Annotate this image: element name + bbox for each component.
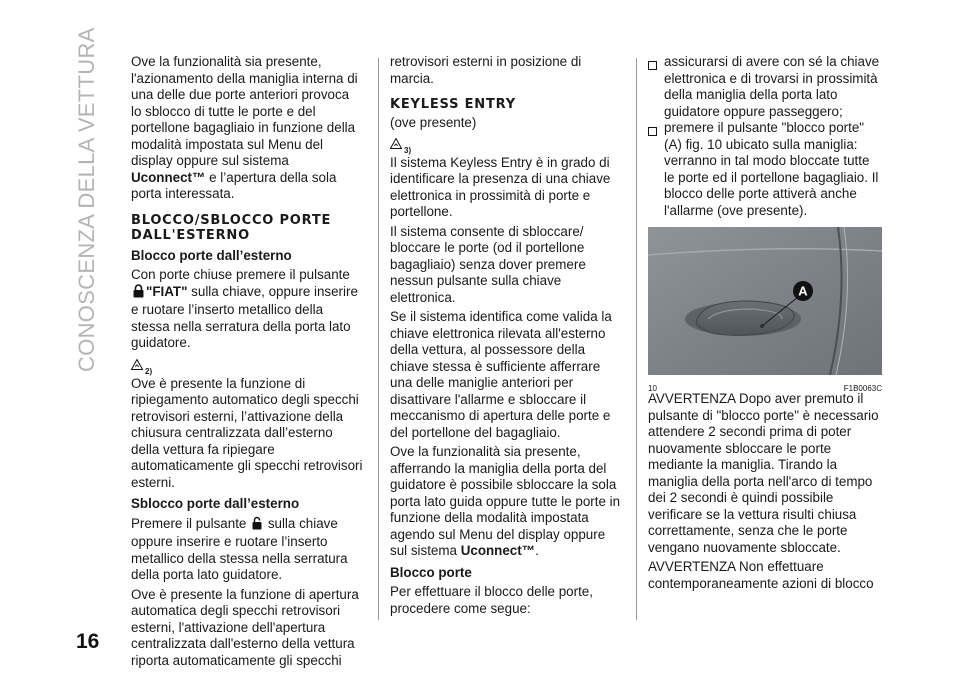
door-handle-illustration [648,227,882,375]
paragraph: Per effettuare il blocco delle porte, procedere come segue: [390,584,593,616]
figure-door-handle [648,227,882,393]
paragraph: Con porte chiuse premere il pulsante "FIAT" sulla chiave, oppure inserire e ruotare l’inserto metallico della stessa nella serratura della porta lato guidatore. [131,267,358,350]
unlock-icon [252,516,262,535]
column-2 [390,54,622,620]
figure-code: F1B0063C [843,383,882,393]
paragraph: Il sistema Keyless Entry è in grado di identificare la presenza di una chiave elettronica in prossimità di porte e portellone. [390,154,611,219]
checkbox-bullet-icon [648,58,659,120]
paragraph: Ove la funzionalità sia presente, l'azionamento della maniglia interna di una delle due porte anteriori provoca lo sblocco di tutte le porte e del portellone bagagliaio in funzione della modalità impostata sul Menu del display oppure sul sistema Uconnect™ e l’apertura della sola porta interessata. [131,54,358,201]
callout-label: A [798,283,808,299]
column-divider [378,58,379,620]
section-heading: KEYLESS ENTRY [390,97,516,112]
column-1 [131,54,363,672]
column-3 [648,54,882,595]
paragraph: Premere il pulsante sulla chiave oppure inserire e ruotare l’inserto metallico della stessa nella serratura della porta lato guidatore. [131,515,348,582]
warning-reference: 3) [390,134,622,154]
checkbox-bullet-icon [648,124,659,219]
subheading: Sblocco porte dall’esterno [131,496,300,511]
availability-note: (ove presente) [390,115,477,130]
paragraph: AVVERTENZA Non effettuare contemporaneamente azioni di blocco [648,559,874,591]
lock-icon [133,284,144,303]
paragraph: retrovisori esterni in posizione di marcia. [390,54,582,86]
paragraph: Ove è presente la funzione di apertura automatica degli specchi retrovisori esterni, l'attivazione dell'apertura centralizzata dall'esterno della vettura riporta automaticamente gli specchi [131,586,359,668]
list-item: premere il pulsante "blocco porte" (A) fig. 10 ubicato sulla maniglia: verranno in tal modo bloccate tutte le porte ed il portellone bagagliaio. Il blocco delle porte attiverà anche l'allarme (ove presente). [648,120,882,219]
paragraph: Il sistema consente di sbloccare/ bloccare le porte (od il portellone bagagliaio) senza dover premere nessun pulsante sulla chiave elettronica. [390,223,586,305]
list-item: assicurarsi di avere con sé la chiave elettronica e di trovarsi in prossimità della maniglia della porta lato guidatore oppure passeggero; [648,54,882,120]
paragraph: Ove è presente la funzione di ripiegamento automatico degli specchi retrovisori esterni, l’attivazione della chiusura centralizzata dall’esterno della vettura fa ripiegare automaticamente gli specchi retrovisori esterni. [131,375,363,490]
page-number: 16 [76,630,100,653]
paragraph: Se il sistema identifica come valida la chiave elettronica rilevata all'esterno della vettura, al possessore della chiave stessa è sufficiente afferrare una delle maniglie anteriori per disattivare l'allarme e sbloccare il meccanismo di apertura delle porte e del portellone del bagagliaio. [390,309,612,440]
paragraph: Ove la funzionalità sia presente, afferrando la maniglia della porta del guidatore è possibile sbloccare la sola porta lato guida oppure tutte le porte in funzione della modalità impostata agendo sul Menu del display oppure sul sistema Uconnect™. [390,444,621,558]
paragraph: AVVERTENZA Dopo aver premuto il pulsante di "blocco porte" è necessario attendere 2 secondi prima di poter nuovamente sbloccare le porte mediante la maniglia. Tirando la maniglia della porta nell'arco di tempo dei 2 secondi è quindi possibile verificare se la vettura risulti chiusa correttamente, senza che le porte vengano nuovamente sbloccate. [648,391,879,555]
section-heading: BLOCCO/SBLOCCO PORTE DALL'ESTERNO [131,212,332,243]
figure-number: 10 [648,383,657,393]
subheading: Blocco porte [390,564,472,580]
subheading: Blocco porte dall’esterno [131,247,292,263]
section-side-title: CONOSCENZA DELLA VETTURA [74,27,99,372]
figure-caption [648,381,882,398]
column-divider [636,58,637,620]
warning-reference: 2) [131,355,363,375]
